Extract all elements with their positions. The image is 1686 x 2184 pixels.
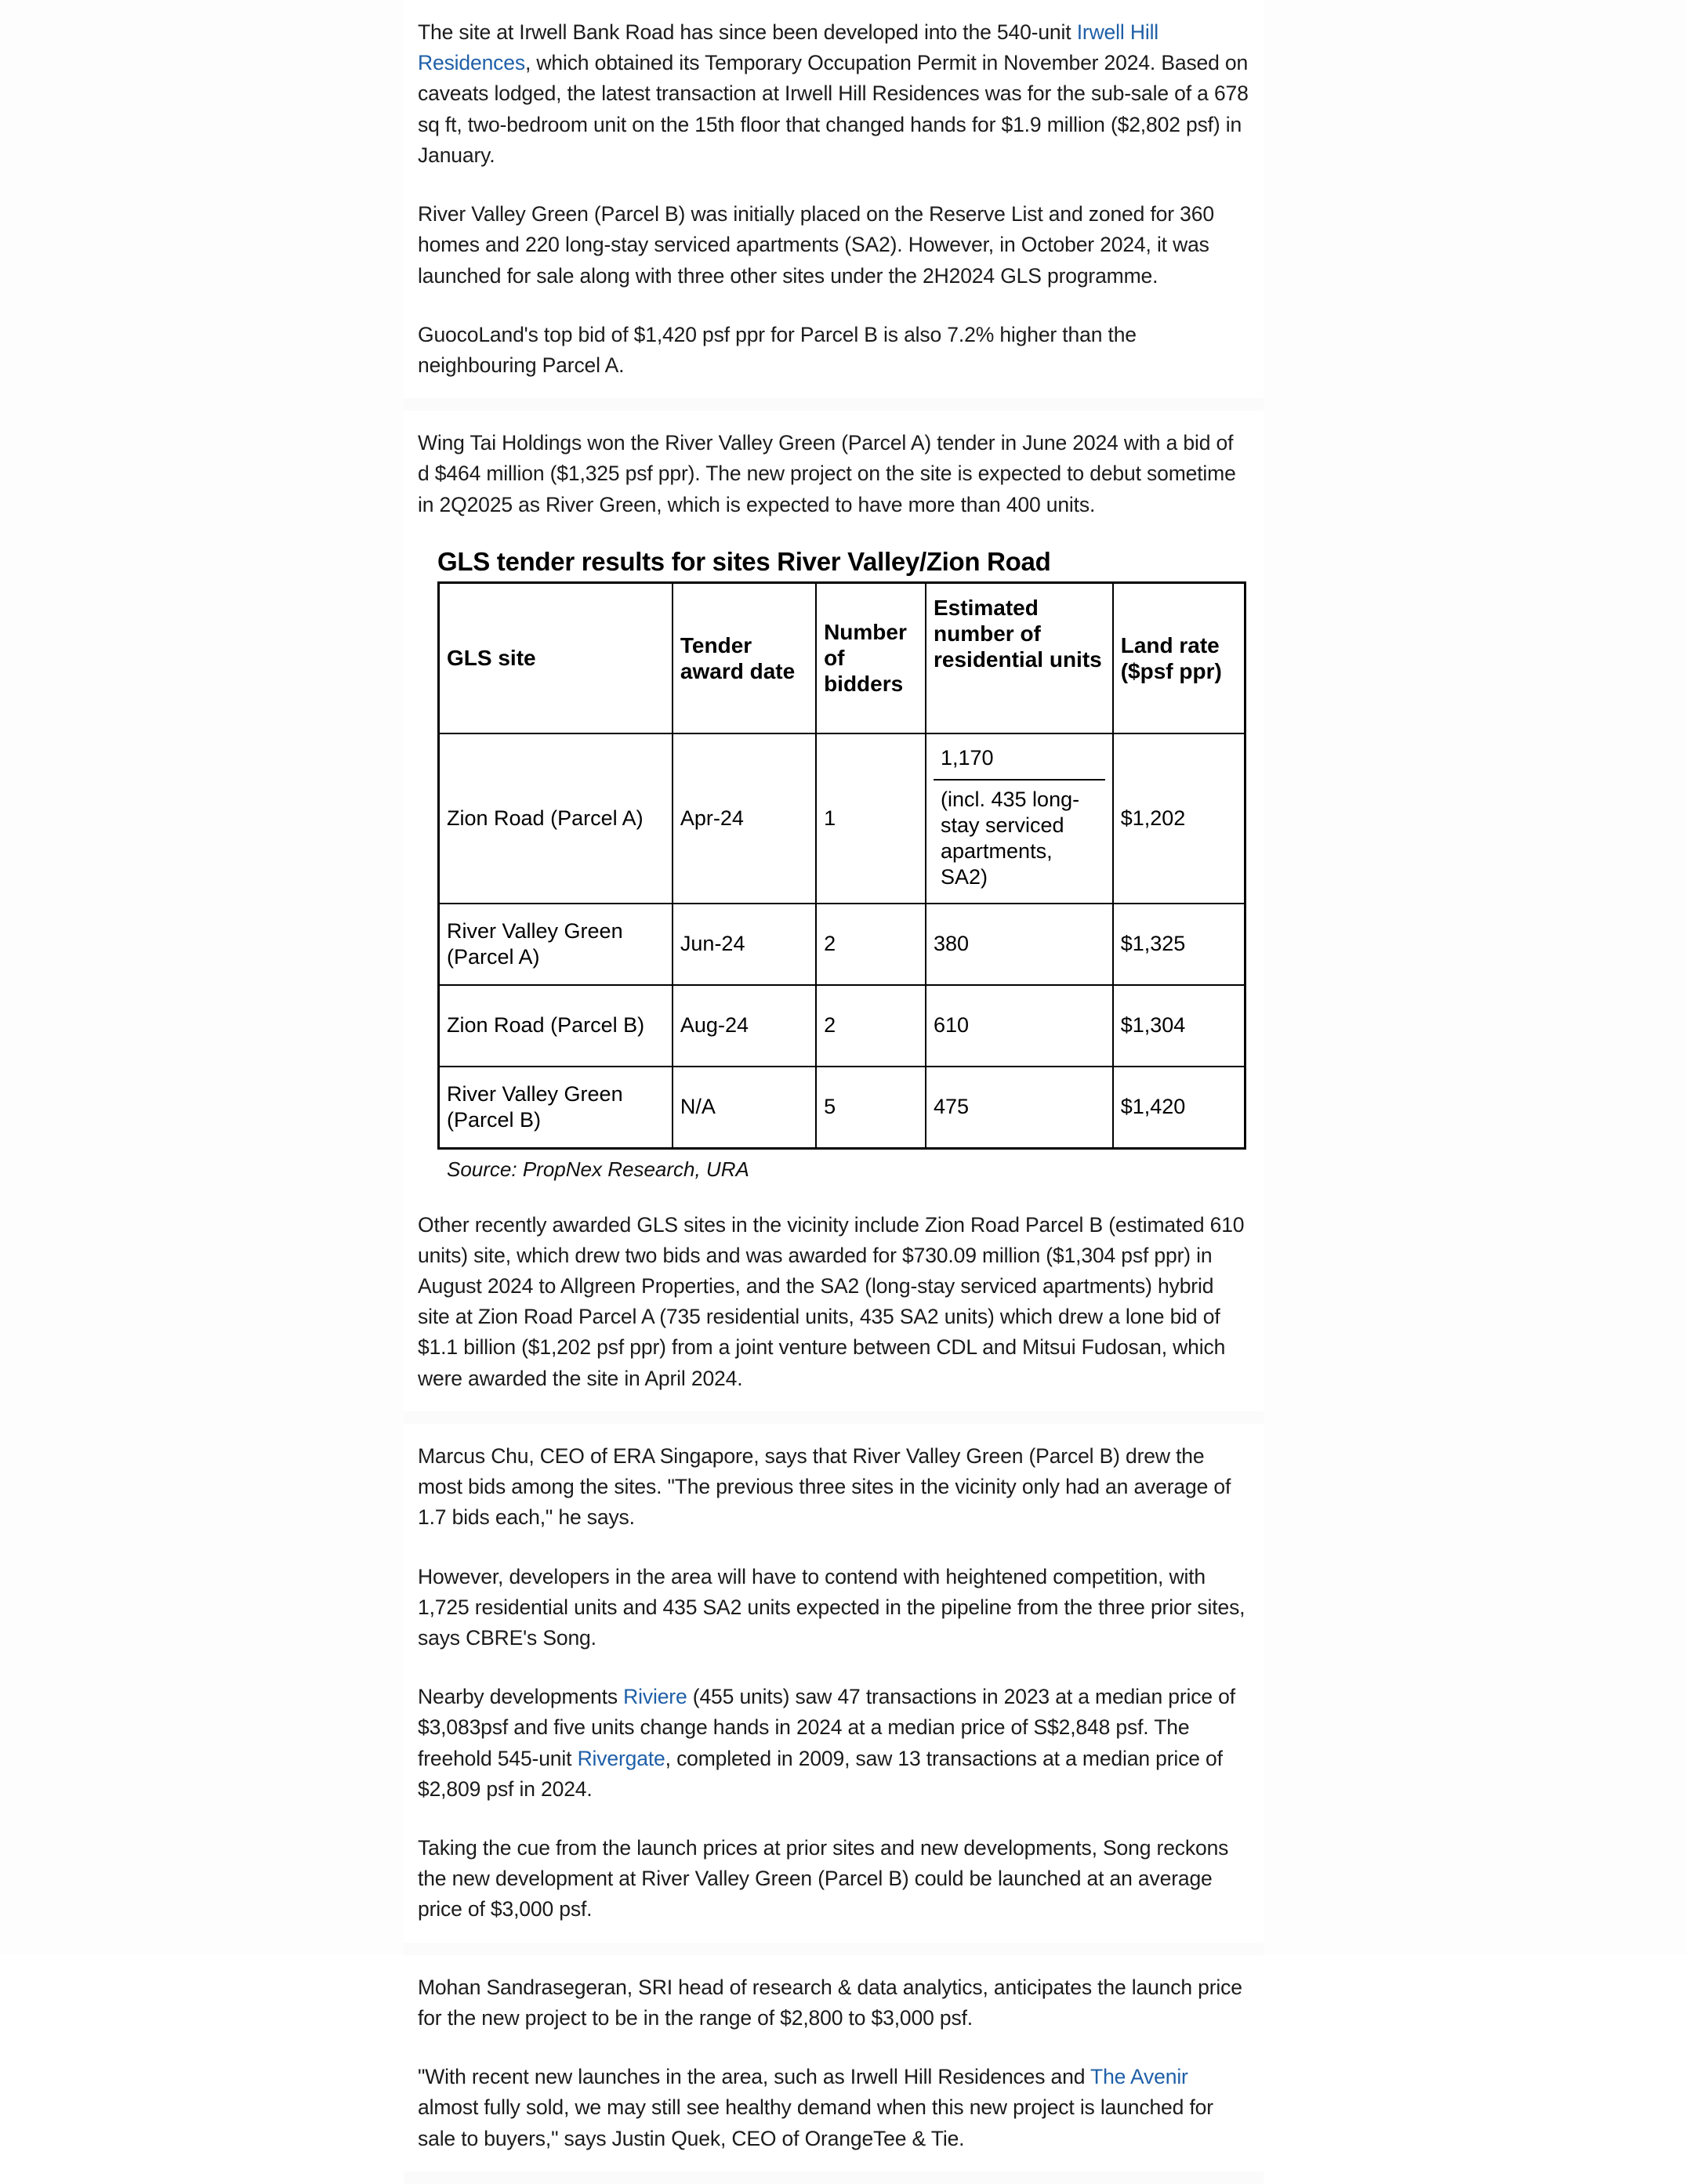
block-separator — [404, 1411, 1264, 1424]
column-header-land-rate: Land rate ($psf ppr) — [1113, 582, 1245, 733]
cell-estimated-units: 380 — [926, 904, 1113, 985]
cell-land-rate: $1,202 — [1113, 733, 1245, 904]
inline-link[interactable]: Riviere — [623, 1685, 687, 1709]
cell-number-of-bidders: 2 — [816, 985, 926, 1067]
inline-link[interactable]: Irwell Hill Residences — [418, 20, 1159, 75]
cell-land-rate: $1,304 — [1113, 985, 1245, 1067]
cell-estimated-units-note: (incl. 435 long-stay serviced apartments, SA2) — [941, 787, 1080, 889]
block-separator — [404, 398, 1264, 411]
paragraph-text: Nearby developments — [418, 1685, 624, 1709]
cell-gls-site: Zion Road (Parcel B) — [439, 985, 673, 1067]
paragraph-text: "With recent new launches in the area, such as Irwell Hill Residences and — [418, 2065, 1091, 2089]
table-row — [439, 904, 1245, 985]
paragraph-text: Mohan Sandrasegeran, SRI head of research & data analytics, anticipates the launch price for the new project to be in the range of $2,800 to $3,000 psf. — [418, 1975, 1242, 2030]
cell-tender-award-date: Apr-24 — [673, 733, 816, 904]
cell-estimated-units: 610 — [926, 985, 1113, 1067]
article-block-4 — [404, 1955, 1264, 2171]
page-gutter-left — [0, 0, 404, 1954]
paragraph-irwell — [404, 17, 1264, 171]
block-separator — [404, 2171, 1264, 2184]
figure-source-caption: Source: PropNex Research, URA — [447, 1157, 749, 1181]
inline-link[interactable]: Rivergate — [577, 1746, 665, 1770]
paragraph-marcus-chu — [404, 1441, 1264, 1534]
paragraph-text: almost fully sold, we may still see healthy demand when this new project is launched for sale to buyers," says Justin Quek, CEO of OrangeTee & Tie. — [418, 2095, 1213, 2150]
cell-tender-award-date: N/A — [673, 1067, 816, 1149]
page-gutter-right — [1264, 0, 1686, 1954]
cell-tender-award-date: Jun-24 — [673, 904, 816, 985]
cell-number-of-bidders: 1 — [816, 733, 926, 904]
paragraph-wingtai — [404, 428, 1264, 520]
column-header-tender-award-date: Tender award date — [673, 582, 816, 733]
paragraph-text: , which obtained its Temporary Occupation Permit in November 2024. Based on caveats lodged, the latest transaction at Irwell Hill Residences was for the sub-sale of a 678 sq ft, two-bedroom unit on the 15th floor that changed hands for $1.9 million ($2,802 psf) in January. — [418, 51, 1249, 167]
paragraph-text: Taking the cue from the launch prices at prior sites and new developments, Song reckons the new development at River Valley Green (Parcel B) could be launched at an average price of $3,000 psf. — [418, 1836, 1229, 1921]
cell-gls-site: River Valley Green (Parcel A) — [439, 904, 673, 985]
paragraph-other-gls — [404, 1210, 1264, 1394]
gls-tender-table — [437, 581, 1246, 1150]
paragraph-text: However, developers in the area will have to contend with heightened competition, with 1,725 residential units and 435 SA2 units expected in the pipeline from the three prior sites, says CBRE's Song. — [418, 1564, 1245, 1650]
paragraph-song-cue — [404, 1833, 1264, 1925]
paragraph-rvg-reserve — [404, 199, 1264, 292]
figure-title: GLS tender results for sites River Valley/Zion Road — [437, 546, 1051, 576]
cell-tender-award-date: Aug-24 — [673, 985, 816, 1067]
column-header-estimated-units: Estimated number of residential units — [926, 582, 1113, 733]
cell-gls-site: River Valley Green (Parcel B) — [439, 1067, 673, 1149]
paragraph-text: Other recently awarded GLS sites in the vicinity include Zion Road Parcel B (estimated 610 units) site, which drew two bids and was awarded for $730.09 million ($1,304 psf ppr) in August 2024 to Allgreen Properties, and the SA2 (long-stay serviced apartments) hybrid site at Zion Road Parcel A (735 residential units, 435 SA2 units) which drew a lone bid of $1.1 billion ($1,202 psf ppr) from a joint venture between CDL and Mitsui Fudosan, which were awarded the site in April 2024. — [418, 1212, 1245, 1390]
cell-estimated-units — [926, 733, 1113, 904]
paragraph-nearby — [404, 1682, 1264, 1805]
cell-land-rate: $1,420 — [1113, 1067, 1245, 1149]
paragraph-competition — [404, 1562, 1264, 1654]
table-row — [439, 733, 1245, 904]
paragraph-text: The site at Irwell Bank Road has since been developed into the 540-unit — [418, 20, 1077, 44]
article-block-1 — [404, 0, 1264, 398]
article-block-3 — [404, 1424, 1264, 1943]
paragraph-justin-quek — [404, 2062, 1264, 2154]
column-header-gls-site: GLS site — [439, 582, 673, 733]
paragraph-text: River Valley Green (Parcel B) was initially placed on the Reserve List and zoned for 360 homes and 220 long-stay serviced apartments (SA2). However, in October 2024, it was launched for sale along with three other sites under the 2H2024 GLS programme. — [418, 202, 1214, 288]
table-row — [439, 985, 1245, 1067]
cell-number-of-bidders: 2 — [816, 904, 926, 985]
cell-estimated-units: 475 — [926, 1067, 1113, 1149]
gls-tender-figure — [404, 520, 1264, 1190]
table-row — [439, 1067, 1245, 1149]
block-separator — [404, 1943, 1264, 1955]
paragraph-text: Wing Tai Holdings won the River Valley Green (Parcel A) tender in June 2024 with a bid of d $464 million ($1,325 psf ppr). The new project on the site is expected to debut sometime in 2Q2025 as River Green, which is expected to have more than 400 units. — [418, 431, 1236, 516]
paragraph-text: Marcus Chu, CEO of ERA Singapore, says that River Valley Green (Parcel B) drew the most bids among the sites. "The previous three sites in the vicinity only had an average of 1.7 bids each," he says. — [418, 1443, 1231, 1530]
inline-link[interactable]: The Avenir — [1090, 2065, 1188, 2089]
article-block-2 — [404, 411, 1264, 1411]
cell-number-of-bidders: 5 — [816, 1067, 926, 1149]
paragraph-guocoland — [404, 320, 1264, 381]
cell-land-rate: $1,325 — [1113, 904, 1245, 985]
paragraph-text: (455 units) saw 47 transactions in 2023 at a median price of $3,083psf and five units change hands in 2024 at a median price of S$2,848 psf. The freehold 545-unit — [418, 1685, 1235, 1770]
paragraph-mohan — [404, 1972, 1264, 2034]
cell-gls-site: Zion Road (Parcel A) — [439, 733, 673, 904]
column-header-number-of-bidders: Number of bidders — [816, 582, 926, 733]
article-column — [404, 0, 1264, 2184]
paragraph-text: GuocoLand's top bid of $1,420 psf ppr for Parcel B is also 7.2% higher than the neighbouring Parcel A. — [418, 322, 1137, 377]
paragraph-text: , completed in 2009, saw 13 transactions at a median price of $2,809 psf in 2024. — [418, 1746, 1223, 1801]
table-header-row — [439, 582, 1245, 733]
cell-estimated-units-value: 1,170 — [934, 739, 1105, 781]
